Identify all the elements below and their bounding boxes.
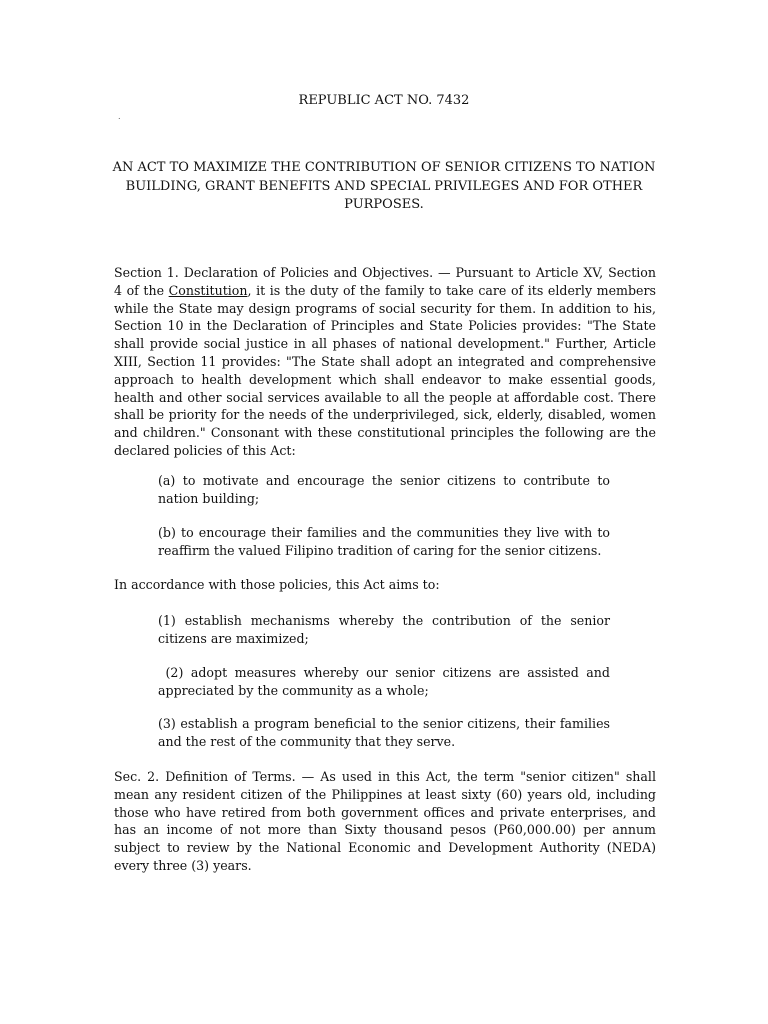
policy-item-a: (a) to motivate and encourage the senior citizens to contribute to nation building; [158,473,610,506]
act-title: AN ACT TO MAXIMIZE THE CONTRIBUTION OF SENIOR CITIZENS TO NATION BUILDING, GRANT BENEFITS AND SPECIAL PRIVILEGES AND FOR OTHER PURPOSES. [112,160,656,212]
aims-intro: In accordance with those policies, this Act aims to: [114,577,440,592]
act-number-heading: REPUBLIC ACT NO. 7432 [298,93,470,108]
section-1-text-end: , it is the duty of the family to take care of its elderly members while the State may design programs of social security for them. In addition to his, Section 10 in the Declaration of Principles and State Policies provides: "The State shall provide social justice in all phases of national development." Further, Article XIII, Section 11 provides: "The State shall adopt an integrated and comprehensive approach to health development which shall endeavor to make essential goods, health and other social services available to all the people at affordable cost. There shall be priority for the needs of the underprivileged, sick, elderly, disabled, women and children." Consonant with these constitutional principles the following are the declared policies of this Act: [114,282,656,458]
aim-item-3: (3) establish a program beneficial to the senior citizens, their families and the rest of the community that they serve. [158,716,610,749]
section-2-paragraph: Sec. 2. Definition of Terms. — As used in this Act, the term "senior citizen" shall mean any resident citizen of the Philippines at least sixty (60) years old, including those who have retired from both government offices and private enterprises, and has an income of not more than Sixty thousand pesos (P60,000.00) per annum subject to review by the National Economic and Development Authority (NEDA) every three (3) years. [114,769,656,873]
aim-item-2: (2) adopt measures whereby our senior citizens are assisted and appreciated by the community as a whole; [158,665,615,698]
aim-item-1: (1) establish mechanisms whereby the contribution of the senior citizens are maximized; [158,613,610,646]
section-1-paragraph [114,264,656,460]
policy-item-b: (b) to encourage their families and the communities they live with to reaffirm the valued Filipino tradition of caring for the senior citizens. [158,525,610,558]
stray-mark: . [118,112,121,121]
constitution-link[interactable]: Constitution [168,282,248,298]
section-1-text-start: Section 1. Declaration of Policies and Objectives. — Pursuant to Article XV, Section 4 of the [114,265,656,298]
